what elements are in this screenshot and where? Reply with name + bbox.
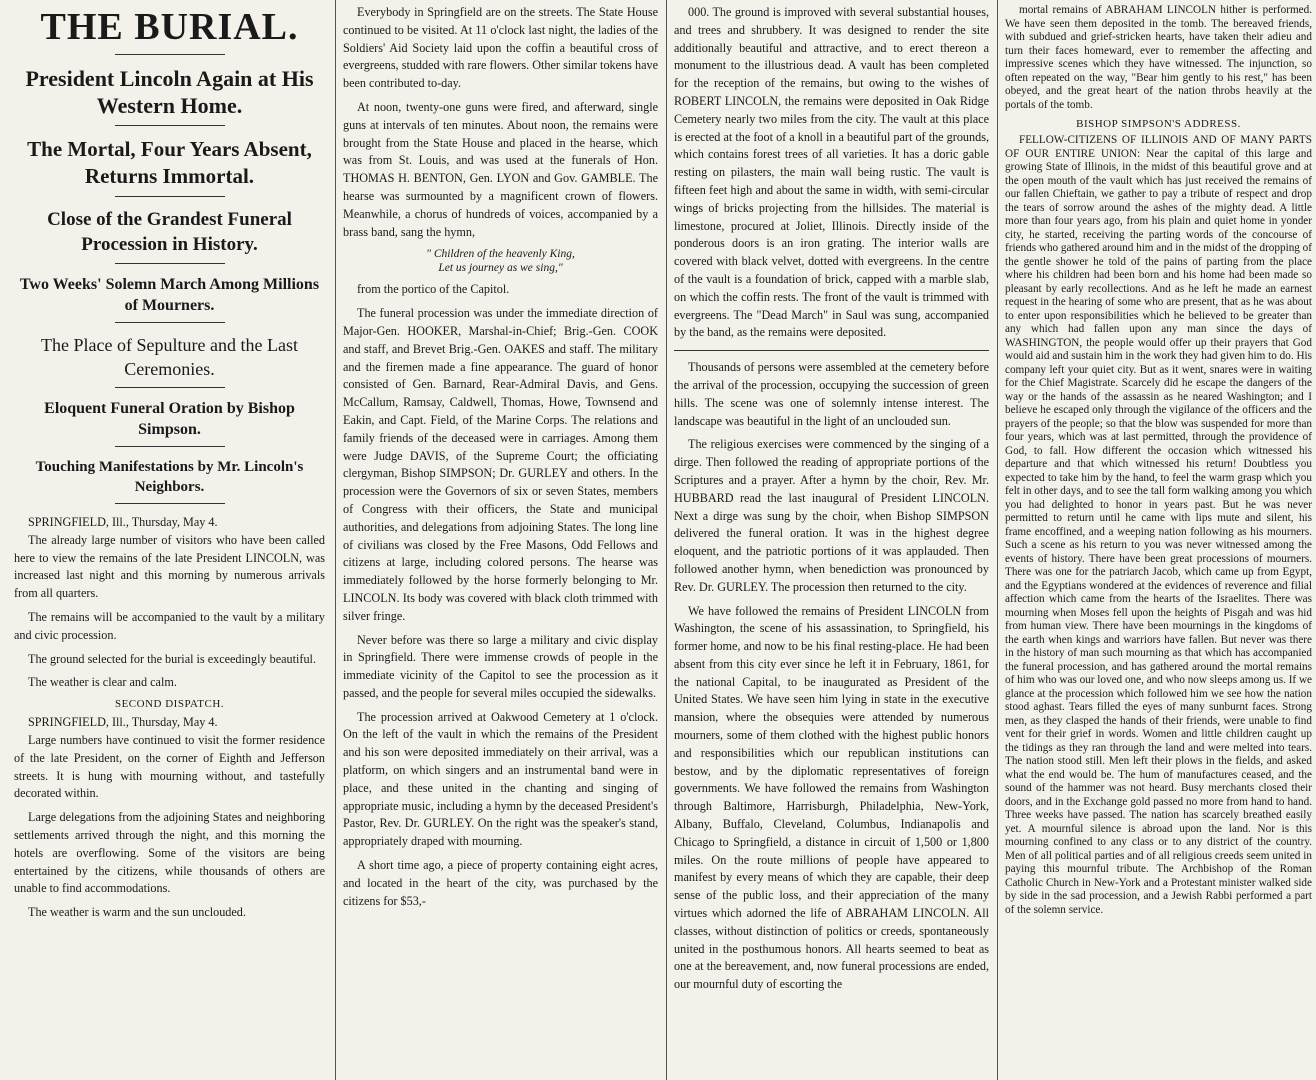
divider [115,503,225,504]
headline-masthead: THE BURIAL. [40,6,299,48]
paragraph: At noon, twenty-one guns were fired, and afterward, single guns at intervals of ten minutes. About noon, the remains were brought from the State House and placed in the hearse, which was from St. Louis, and was used at the funerals of Hon. THOMAS H. BENTON, Gen. LYON and Gov. GAMBLE. The hearse was surmounted by a magnificent crown of flowers. Meanwhile, a chorus of hundreds of voices, accompanied by a brass band, sang the hymn, [343,99,658,239]
paragraph: The weather is warm and the sun unclouded. [28,905,246,920]
divider [115,263,225,264]
paragraph: The weather is clear and calm. [28,675,177,690]
divider [674,350,989,351]
paragraph: FELLOW-CITIZENS OF ILLINOIS AND OF MANY PARTS OF OUR ENTIRE UNION: Near the capital of this large and growing State of Illinois, in the midst of this beautiful grove and at the open mouth of the vault which has just received the remains of our fallen Chieftain, we gather to pay a tribute of respect and drop the tears of sorrow around the ashes of the mighty dead. A little more than four years ago, from his plain and quiet home in yonder city, he started, receiving the parting words of the concourse of friends who gathered around him and in the midst of the dropping of the gentle shower he told of the pains of parting from the place where his children had been born and his home had been made so pleasant by early recollections. And as he left he made an earnest request in the hearing of some who are present, that as he was about to enter upon responsibilities which he believed to be greater than any which had fallen upon any man since the days of WASHINGTON, the people would offer up their prayers that God would aid and sustain him in the work they had given him to do. His company left your quiet city. But as it went, snares were in waiting for the Chief Magistrate. Scarcely did he escape the dangers of the way or the hands of the assassin as he neared Washington; and I believe he escaped only through the vigilance of the officers and the prayers of the people; so that the blow was suspended for more than four years, which was at last permitted, through the providence of God, to fall. How different the occasion which witnessed his departure and that which witnessed his return! Doubtless you expected to take him by the hand, to feel the warm grasp which you felt in other days, and to see the tall form walking among you which you had delighted to honor in years past. But he was never permitted to return until he came with lips mute and silent, his frame encoffined, and a weeping nation following as his mourners. Such a scene as his return to you was never witnessed among the events of history. There have been great processions of mourners. There was one for the patriarch Jacob, which came up from Egypt, and the Egyptians wondered at the evidences of reverence and filial affection which came from the hearts of the Israelites. There was mourning when Moses fell upon the heights of Pisgah and was hid from human view. There have been mournings in the kingdoms of the earth when kings and warriors have fallen. But never was there in the history of man such mourning as that which has accompanied the funeral procession, and has gathered around the mortal remains of him who was our loved one, and who now sleeps among us. If we glance at the procession which followed him we see how the nation stood aghast. Tears filled the eyes of many sunburnt faces. Strong men, as they clasped the hands of their friends, were unable to find vent for their grief in words. Women and little children caught up the tidings as they ran through the land and were melted into tears. The nation stood still. Men left their plows in the fields, and asked what the end would be. The hum of manufactures ceased, and the sound of the hammer was not heard. Busy merchants closed their doors, and in the Exchange gold passed no more from hand to hand. Three weeks have passed. The nation has scarcely breathed easily yet. A mournful silence is abroad upon the land. Nor is this mourning confined to any class or to any district of the country. Men of all political parties and of all religious creeds seem united in paying this mournful tribute. The Archbishop of the Roman Catholic Church in New-York and a Protestant minister walked side by side in the sad procession, and a Jewish Rabbi performed a part of the solemn service. [1005,134,1312,916]
verse-line: " Children of the heavenly King, [426,248,575,261]
paragraph: Large delegations from the adjoining States and neighboring settlements arrived through the night, and this morning the hotels are overflowing. Some of the visitors are being entertained by the citizens, while thousands of others are unable to find accommodations. [14,810,325,896]
verse-line: Let us journey as we sing," [438,262,563,275]
paragraph: The funeral procession was under the immediate direction of Major-Gen. HOOKER, Marshal-in-Chief; Brig.-Gen. COOK and staff, and Brevet Brig.-Gen. OAKES and staff. The military and the firemen made a fine appearance. The guard of honor consisted of Gen. Barnard, Rear-Admiral Davis, and Gens. McCallum, Ramsay, Caldwell, Thomas, Howe, Townsend and Eakin, and Capt. Field, of the Marine Corps. The relations and family friends of the deceased were in carriages. Among them were Judge DAVIS, of the Supreme Court; the officiating clergyman, Bishop SIMPSON; Dr. GURLEY and others. In the procession were the Governors of six or seven States, members of Congress with their officers, the State and municipal authorities, and delegations from adjoining States. The long line of civilians was closed by the Free Masons, Odd Fellows and citizens at large, including colored persons. The hearse was immediately followed by the horse formerly belonging to Mr. LINCOLN. Its body was covered with black cloth trimmed with silver fringe. [343,306,658,623]
deck-3: Close of the Grandest Funeral Procession in History. [47,209,292,255]
paragraph: Thousands of persons were assembled at the cemetery before the arrival of the procession, occupying the succession of green hills. The scene was one of solemnly intense interest. The landscape was beautiful in the light of an unclouded sun. [674,360,989,428]
column-1-body [14,514,325,922]
paragraph: Never before was there so large a military and civic display in Springfield. There were immense crowds of people in the immediate vicinity of the Capitol to see the procession as it passed, and the people for several miles occupied the sidewalks. [343,632,658,700]
paragraph: We have followed the remains of President LINCOLN from Washington, the scene of his assassination, to Springfield, his former home, and now to be his final resting-place. He had been absent from this city ever since he left it in February, 1861, for the national Capital, to be inaugurated as President of the United States. We have seen him lying in state in the executive mansion, where the obsequies were attended by numerous mourners, some of them clothed with the highest public honors and responsibilities which our republican institutions can bestow, and by the diplomatic representatives of foreign governments. We have followed the remains from Washington through Baltimore, Harrisburgh, Philadelphia, New-York, Albany, Buffalo, Cleveland, Columbus, Indianapolis and Chicago to Springfield, a distance in circuit of 1,500 or 1,800 miles. On the route millions of people have appeared to manifest by every means of which they are capable, their deep sense of the public loss, and their appreciation of the many virtues which adorned the life of ABRAHAM LINCOLN. All classes, without distinction of politics or creeds, spontaneously united in the posthumous honors. All hearts seemed to beat as one at the bereavement, and, now funeral processions are ended, our mournful duty of escorting the [674,603,989,992]
paragraph: The procession arrived at Oakwood Cemetery at 1 o'clock. On the left of the vault in which the remains of the President and his son were deposited immediately on their arrival, was a platform, on which singers and an instrumental band were in place, and these united in the chanting and singing of appropriate music, including a hymn by the deceased President's Pastor, Rev. Dr. GURLEY. On the right was the speaker's stand, appropriately draped with mourning. [343,709,658,849]
divider [115,387,225,388]
hymn-verse [343,247,658,275]
paragraph: The ground selected for the burial is exceedingly beautiful. [28,651,316,666]
paragraph: A short time ago, a piece of property containing eight acres, and located in the heart of the city, was purchased by the citizens for $53,- [343,858,658,908]
divider [115,322,225,323]
divider [115,125,225,126]
paragraph: Everybody in Springfield are on the streets. The State House continued to be visited. At 11 o'clock last night, the ladies of the Soldiers' Aid Society laid upon the coffin a beautiful cross of evergreens, studded with rare flowers. Other similar tokens have been contributed to-day. [343,5,658,91]
second-dispatch-heading: SECOND DISPATCH. [114,698,225,711]
column-2 [335,0,666,1080]
column-1 [0,0,335,1080]
paragraph: The religious exercises were commenced by the singing of a dirge. Then followed the reading of appropriate portions of the Scriptures and a prayer. After a hymn by the choir, Rev. Mr. HUBBARD read the last inaugural of President LINCOLN. Next a dirge was sung by the choir, when Bishop SIMPSON delivered the funeral oration. It was in the highest degree eloquent, and the patriotic portions of it was applauded. Then followed another hymn, when benediction was pronounced by Rev. Dr. GURLEY. The procession then returned to the city. [674,437,989,594]
divider [115,196,225,197]
divider [115,54,225,55]
column-4-body [1005,4,1312,917]
dateline: SPRINGFIELD, Ill., Thursday, May 4. [28,515,218,529]
deck-6: Eloquent Funeral Oration by Bishop Simpson. [44,400,295,438]
paragraph: 000. The ground is improved with several substantial houses, and trees and shrubbery. It was designed to render the site additionally beautiful and attractive, and to erect thereon a monument to the illustrious dead. A vault has been completed for the reception of the remains, but owing to the wishes of ROBERT LINCOLN, the remains were deposited in Oak Ridge Cemetery nearly two miles from the city. The vault at this place is erected at the foot of a knoll in a beautiful part of the grounds, which contains forest trees of all varieties. It has a doric gable resting on pilasters, the main wall being rustic. The vault is fifteen feet high and about the same in width, with semi-circular wings of bricks projecting from the hillsides. The material is limestone, procured at Joliet, Illinois. Directly inside of the ponderous doors is an iron grating. The interior walls are covered with black velvet, dotted with evergreens. In the centre of the vault is a foundation of brick, capped with a marble slab, on which the coffin rests. The front of the vault is trimmed with evergreens. The "Dead March" in Saul was sung, accompanied by the band, as the remains were deposited. [674,5,989,340]
paragraph: from the portico of the Capitol. [357,282,510,297]
deck-2: The Mortal, Four Years Absent, Returns Immortal. [27,137,312,188]
paragraph: The already large number of visitors who have been called here to view the remains of the late President LINCOLN, was increased last night and this morning by numerous arrivals from all quarters. [14,532,325,601]
paragraph: mortal remains of ABRAHAM LINCOLN hither is performed. We have seen them deposited in the tomb. The bereaved friends, with subdued and grief-stricken hearts, have taken their adieu and turn their faces homeward, ever to remember the affecting and impressive scenes which they have witnessed. The injunction, so often repeated on the way, "Bear him gently to his rest," has been obeyed, and the great heart of the nation throbs heavily at the portals of the tomb. [1005,4,1312,111]
deck-5: The Place of Sepulture and the Last Ceremonies. [41,335,298,379]
deck-7: Touching Manifestations by Mr. Lincoln's Neighbors. [35,459,304,495]
address-heading: BISHOP SIMPSON'S ADDRESS. [1076,118,1241,130]
paragraph: The remains will be accompanied to the vault by a military and civic procession. [14,609,325,642]
column-4 [997,0,1316,1080]
divider [115,446,225,447]
deck-4: Two Weeks' Solemn March Among Millions of Mourners. [19,276,320,314]
dateline: SPRINGFIELD, Ill., Thursday, May 4. [28,715,218,730]
column-3 [666,0,997,1080]
paragraph: Large numbers have continued to visit the former residence of the late President, on the corner of Eighth and Jefferson streets. It is hung with mourning without, and tastefully decorated within. [14,732,325,801]
deck-1: President Lincoln Again at His Western Home. [25,66,314,118]
